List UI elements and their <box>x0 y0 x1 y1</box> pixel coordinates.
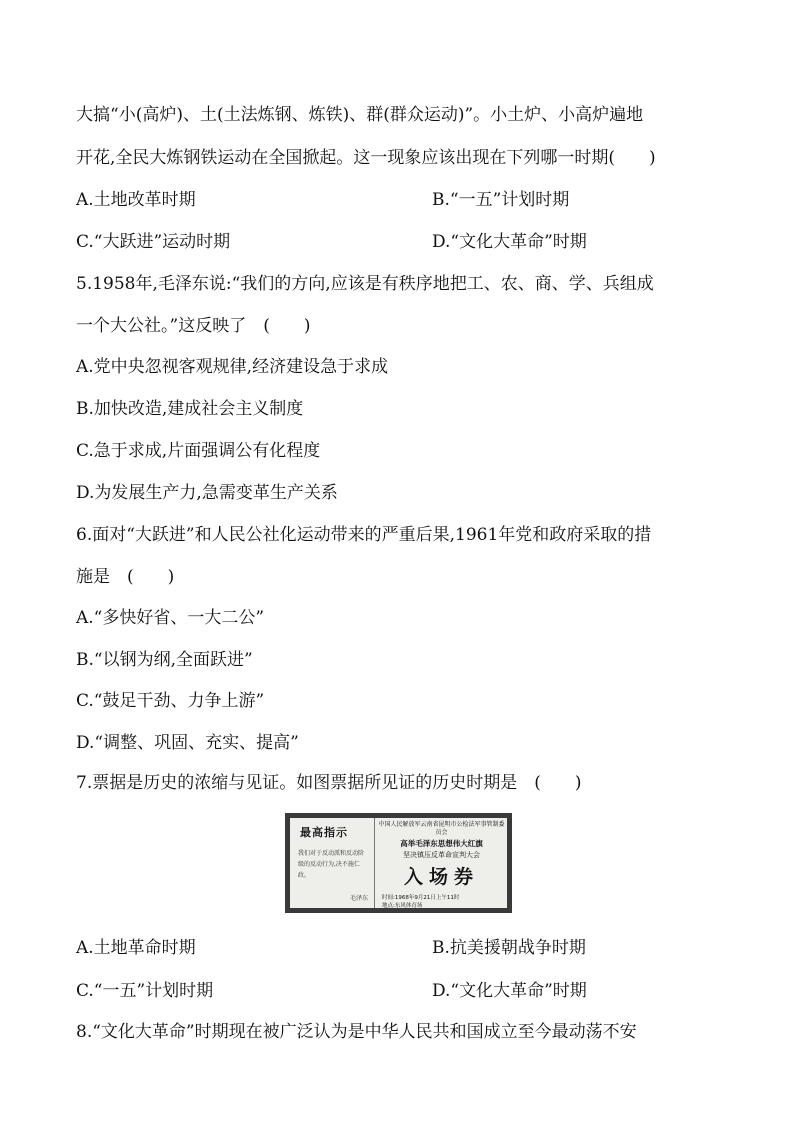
admission-ticket-image <box>285 813 512 913</box>
q4-stem-line-2: 开花,全民大炼钢铁运动在全国掀起。这一现象应该出现在下列哪一时期( ) <box>76 148 656 168</box>
q5-option-b[interactable]: B.加快改造,建成社会主义制度 <box>76 399 304 419</box>
ticket-paper <box>290 818 507 908</box>
ticket-quote-panel <box>290 818 375 908</box>
ticket-main-panel <box>376 818 507 908</box>
ticket-organizer: 中国人民解放军云南省昆明市公检法军事管制委员会 <box>378 821 505 836</box>
q6-option-c[interactable]: C.“鼓足干劲、力争上游” <box>76 691 265 711</box>
q7-options-ab <box>76 937 734 959</box>
q6-stem-line-2: 施是 ( ) <box>76 567 175 587</box>
q4-stem-line-1: 大搞“小(高炉)、土(土法炼钢、炼铁)、群(群众运动)”。小土炉、小高炉遍地 <box>76 105 644 125</box>
q6-stem-line-1: 6.面对“大跃进”和人民公社化运动带来的严重后果,1961年党和政府采取的措 <box>76 525 652 545</box>
q5-stem-line-1: 5.1958年,毛泽东说:“我们的方向,应该是有秩序地把工、农、商、学、兵组成 <box>76 274 654 294</box>
q7-options-cd <box>76 980 734 1002</box>
q6-option-d[interactable]: D.“调整、巩固、充实、提高” <box>76 733 299 753</box>
ticket-heading: 入场券 <box>403 866 479 888</box>
ticket-place: 地点:东风体育场 <box>382 903 423 908</box>
q4-options-ab <box>76 189 734 211</box>
ticket-slogan-2: 坚决镇压反革命宣判大会 <box>403 851 480 859</box>
q7-option-b[interactable]: B.抗美援朝战争时期 <box>432 938 586 958</box>
q4-option-d[interactable]: D.“文化大革命”时期 <box>432 232 587 252</box>
ticket-quote-text: 我们对于反动派和反动阶级的反动行为,决不施仁政。 <box>298 850 365 879</box>
q7-option-d[interactable]: D.“文化大革命”时期 <box>432 981 587 1001</box>
q7-option-c[interactable]: C.“一五”计划时期 <box>76 981 214 1001</box>
q7-option-a[interactable]: A.土地革命时期 <box>76 938 196 958</box>
q4-options-cd <box>76 231 734 253</box>
q5-option-d[interactable]: D.为发展生产力,急需变革生产关系 <box>76 483 338 503</box>
q5-option-a[interactable]: A.党中央忽视客观规律,经济建设急于求成 <box>76 357 389 377</box>
q6-option-b[interactable]: B.“以钢为纲,全面跃进” <box>76 650 253 670</box>
q4-option-b[interactable]: B.“一五”计划时期 <box>432 190 570 210</box>
ticket-quote-title: 最高指示 <box>300 826 348 839</box>
ticket-time: 时间:1968年9月21日上午11时 <box>382 895 460 901</box>
q4-option-c[interactable]: C.“大跃进”运动时期 <box>76 232 231 252</box>
q5-stem-line-2: 一个大公社。”这反映了 ( ) <box>76 316 311 336</box>
ticket-slogan-1: 高举毛泽东思想伟大红旗 <box>400 839 483 848</box>
q5-option-c[interactable]: C.急于求成,片面强调公有化程度 <box>76 441 321 461</box>
q4-option-a[interactable]: A.土地改革时期 <box>76 190 196 210</box>
ticket-quote-signature: 毛泽东 <box>349 895 368 902</box>
q7-stem-line-1: 7.票据是历史的浓缩与见证。如图票据所见证的历史时期是 ( ) <box>76 773 582 793</box>
q8-stem-line-1: 8.“文化大革命”时期现在被广泛认为是中华人民共和国成立至今最动荡不安 <box>76 1022 637 1042</box>
q6-option-a[interactable]: A.“多快好省、一大二公” <box>76 608 265 628</box>
